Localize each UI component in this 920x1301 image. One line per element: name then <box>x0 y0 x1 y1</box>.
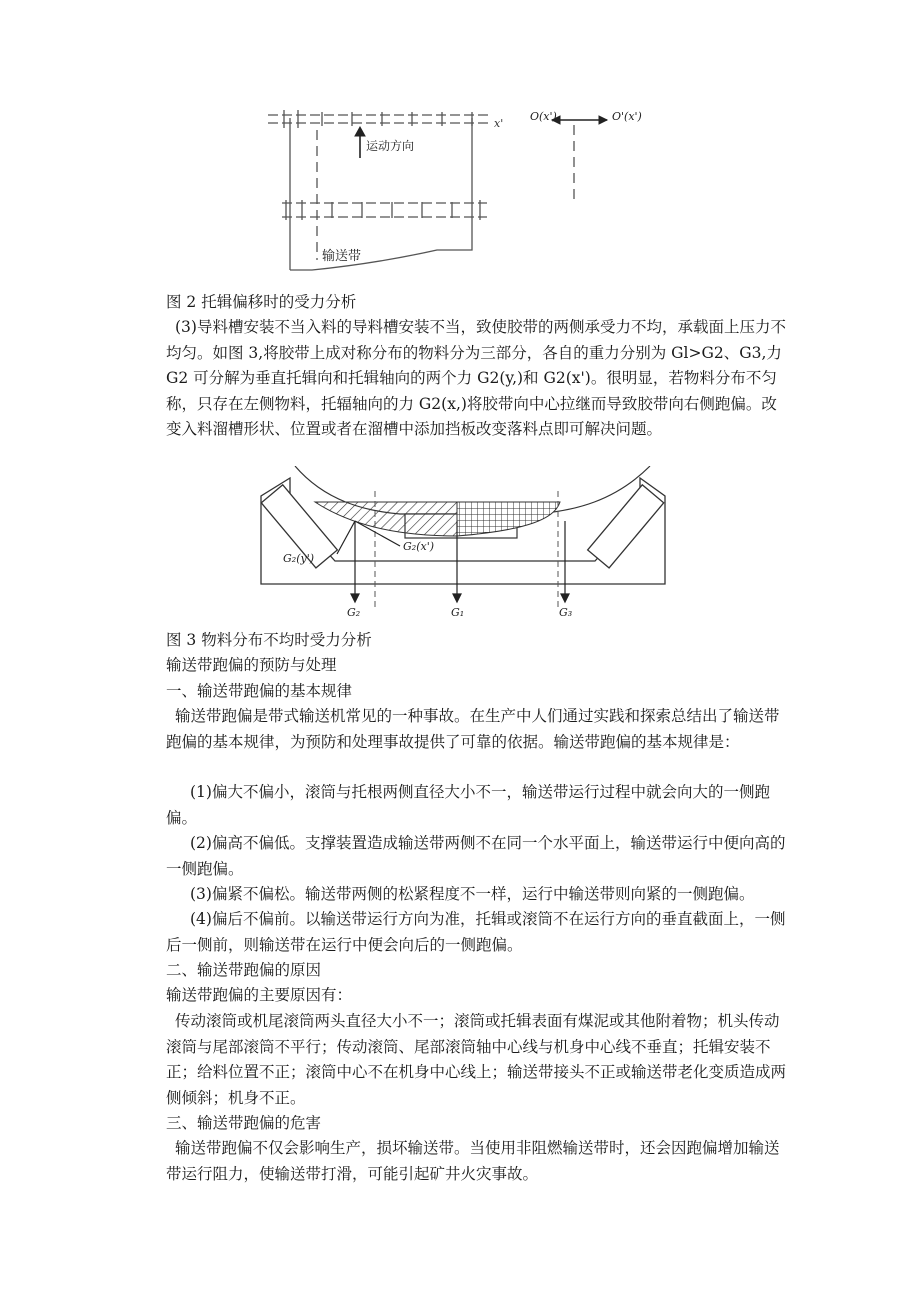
paragraph-main-causes-intro: 输送带跑偏的主要原因有： <box>166 986 353 1004</box>
paragraph-main-causes: 传动滚筒或机尾滚筒两头直径大小不一；滚筒或托辑表面有煤泥或其他附着物；机头传动滚筒与尾部滚筒不平行；传动滚筒、尾部滚筒轴中心线与机身中心线不垂直；托辑安装不正；给料位置不正；滚筒中心不在机身中心线上；输送带接头不正或输送带老化变质造成两侧倾斜；机身不正。 <box>166 1012 787 1107</box>
bottom-idler-row <box>282 203 487 217</box>
figure-2-caption: 图 2 托辑偏移时的受力分析 <box>166 293 357 311</box>
figure-3-caption: 图 3 物料分布不均时受力分析 <box>166 631 372 649</box>
figure-3-diagram <box>255 466 675 626</box>
belt-label: 输送带 <box>322 249 362 264</box>
figure-2-diagram <box>262 100 682 275</box>
motion-direction-label: 运动方向 <box>366 139 415 153</box>
force-arrow-g2y <box>337 521 355 554</box>
origin-right-label: O'(x') <box>612 110 642 123</box>
x-prime-label: x' <box>494 117 504 130</box>
material-left-hatched <box>315 502 457 536</box>
rule-4: (4)偏后不偏前。以输送带运行方向为准，托辑或滚筒不在运行方向的垂直截面上，一侧后一侧前，则输送带在运行中便会向后的一侧跑偏。 <box>166 910 786 954</box>
origin-left-label: O(x') <box>530 110 557 123</box>
paragraph-hazards: 输送带跑偏不仅会影响生产，损坏输送带。当使用非阻燃输送带时，还会因跑偏增加输送带运行阻力，使输送带打滑，可能引起矿井火灾事故。 <box>166 1139 780 1183</box>
paragraph-chute-installation: (3)导料槽安装不当入料的导料槽安装不当，致使胶带的两侧承受力不均，承载面上压力不均匀。如图 3,将胶带上成对称分布的物料分为三部分，各自的重力分别为 Gl>G2、G3,力 G2 可分解为垂直托辑向和托辑轴向的两个力 G2(y,)和 G2(x')。很明显，若物料分布不匀称，只存在左侧物料，托辐轴向的力 G2(x,)将胶带向中心拉继而导致胶带向右侧跑偏。改变入料溜槽形状、位置或者在溜槽中添加挡板改变落料点即可解决问题。 <box>166 318 786 438</box>
section-heading-2: 二、输送带跑偏的原因 <box>166 961 322 979</box>
g2x-label: G₂(x') <box>403 540 435 553</box>
g3-label: G₃ <box>559 606 573 619</box>
g2y-label: G₂(y') <box>283 552 315 565</box>
offset-arrow <box>552 116 607 124</box>
rule-1: (1)偏大不偏小，滚筒与托根两侧直径大小不一，输送带运行过程中就会向大的一侧跑偏。 <box>166 783 770 827</box>
rule-3: (3)偏紧不偏松。输送带两侧的松紧程度不一样，运行中输送带则向紧的一侧跑偏。 <box>190 885 755 903</box>
rule-2: (2)偏高不偏低。支撑装置造成输送带两侧不在同一个水平面上，输送带运行中便向高的一侧跑偏。 <box>166 834 786 878</box>
g1-label: G₁ <box>451 606 465 619</box>
top-idler-row <box>268 115 492 123</box>
motion-arrow <box>355 127 365 158</box>
paragraph-basic-rules: 输送带跑偏是带式输送机常见的一种事故。在生产中人们通过实践和探索总结出了输送带跑偏的基本规律，为预防和处理事故提供了可靠的依据。输送带跑偏的基本规律是： <box>166 707 780 751</box>
right-roller <box>588 485 664 568</box>
section-heading-3: 三、输送带跑偏的危害 <box>166 1114 322 1132</box>
section-heading-1: 一、输送带跑偏的基本规律 <box>166 682 353 700</box>
g2-label: G₂ <box>347 606 361 619</box>
section-heading-main: 输送带跑偏的预防与处理 <box>166 656 337 674</box>
